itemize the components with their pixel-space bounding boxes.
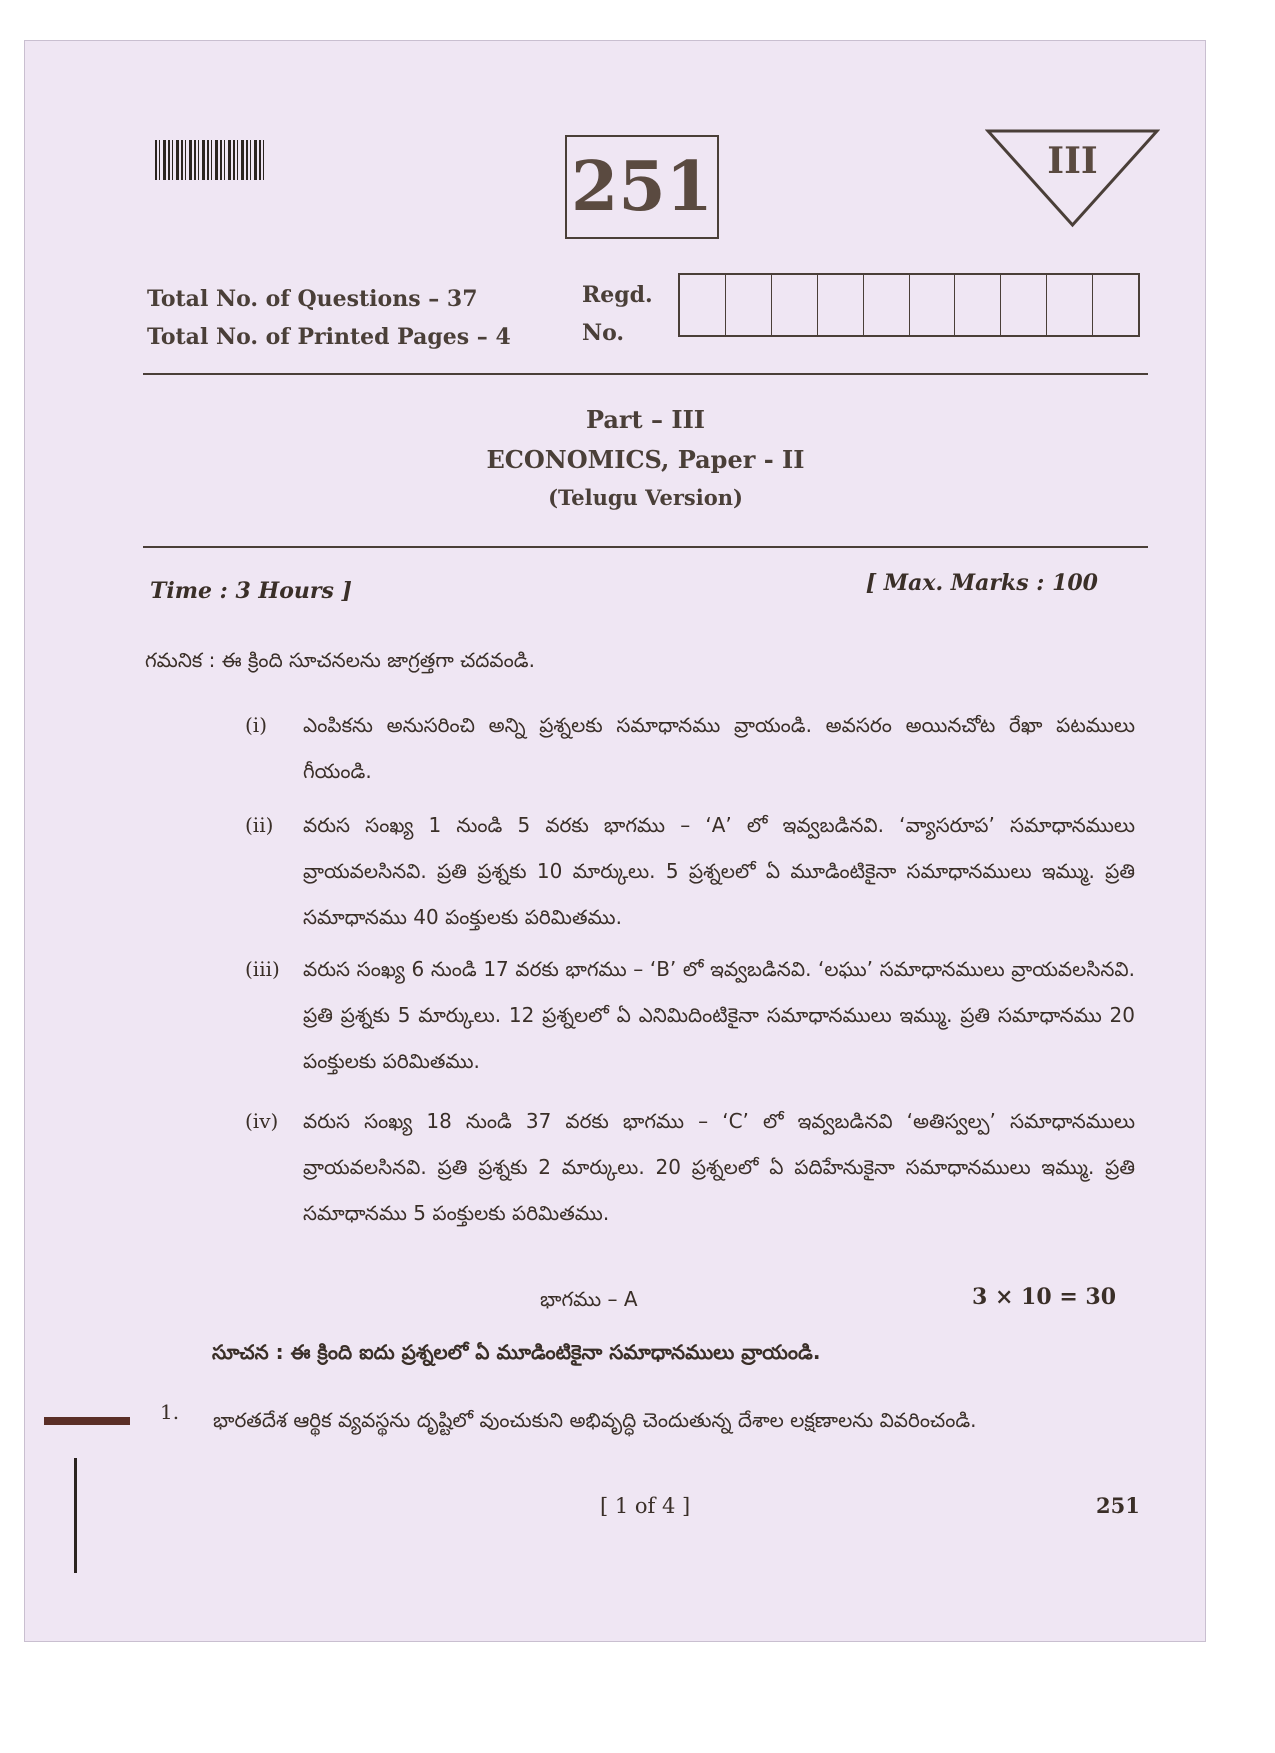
registration-number-boxes bbox=[678, 273, 1140, 337]
page-number: [ 1 of 4 ] bbox=[600, 1494, 691, 1518]
total-pages: Total No. of Printed Pages – 4 bbox=[147, 324, 511, 350]
divider-bottom bbox=[143, 546, 1148, 548]
question-number: 1. bbox=[160, 1400, 180, 1424]
title-block bbox=[143, 400, 1148, 516]
part-title: Part – III bbox=[585, 405, 706, 434]
instruction-text: వరుస సంఖ్య 1 నుండి 5 వరకు భాగము – ‘A’ లో ఇవ్వబడినవి. ‘వ్యాసరూప’ సమాధానములు వ్రాయవలసినవి. ప్రతి ప్రశ్నకు 10 మార్కులు. 5 ప్రశ్నలలో ఏ మూడింటికైనా సమాధానములు ఇమ్ము. ప్రతి సమాధానము 40 పంక్తులకు పరిమితము. bbox=[303, 813, 1135, 929]
instruction-text: వరుస సంఖ్య 18 నుండి 37 వరకు భాగము – ‘C’ లో ఇవ్వబడినవి ‘అతిస్వల్ప’ సమాధానములు వ్రాయవలసినవి. ప్రతి ప్రశ్నకు 2 మార్కులు. 20 ప్రశ్నలలో ఏ పదిహేనుకైనా సమాధానములు ఇమ్ము. ప్రతి సమాధానము 5 పంక్తులకు పరిమితము. bbox=[303, 1109, 1135, 1225]
instruction-item bbox=[245, 1098, 1135, 1236]
instruction-item bbox=[245, 946, 1135, 1084]
instruction-number: (iii) bbox=[245, 957, 280, 981]
regd-label-block bbox=[582, 276, 653, 352]
section-a-title: భాగము – A bbox=[540, 1287, 638, 1311]
version-label: (Telugu Version) bbox=[548, 485, 743, 510]
subject-title: ECONOMICS, Paper - II bbox=[486, 445, 805, 474]
reg-digit-box bbox=[680, 275, 726, 335]
max-marks-label: [ Max. Marks : 100 bbox=[865, 570, 1098, 596]
barcode bbox=[155, 140, 265, 180]
time-label: Time : 3 Hours ] bbox=[150, 578, 352, 604]
divider-top bbox=[143, 373, 1148, 375]
reg-digit-box bbox=[818, 275, 864, 335]
instruction-item bbox=[245, 802, 1135, 940]
instruction-text: వరుస సంఖ్య 6 నుండి 17 వరకు భాగము – ‘B’ లో ఇవ్వబడినవి. ‘లఘు’ సమాధానములు వ్రాయవలసినవి. ప్రతి ప్రశ్నకు 5 మార్కులు. 12 ప్రశ్నలలో ఏ ఎనిమిదింటికైనా సమాధానములు ఇమ్ము. ప్రతి సమాధానము 20 పంక్తులకు పరిమితము. bbox=[303, 957, 1135, 1073]
instruction-number: (i) bbox=[245, 713, 268, 737]
reg-digit-box bbox=[955, 275, 1001, 335]
reg-digit-box bbox=[1047, 275, 1093, 335]
section-a-marks: 3 × 10 = 30 bbox=[972, 1284, 1117, 1310]
no-label: No. bbox=[582, 320, 625, 346]
set-label: III bbox=[1047, 140, 1098, 182]
footer-paper-code: 251 bbox=[1096, 1493, 1140, 1518]
reg-digit-box bbox=[1001, 275, 1047, 335]
reg-digit-box bbox=[772, 275, 818, 335]
reg-digit-box bbox=[864, 275, 910, 335]
reg-digit-box bbox=[1093, 275, 1138, 335]
margin-line bbox=[74, 1458, 77, 1573]
regd-label: Regd. bbox=[582, 282, 653, 308]
instruction-number: (ii) bbox=[245, 813, 274, 837]
paper-meta bbox=[147, 280, 511, 356]
note-heading: గమనిక : ఈ క్రింది సూచనలను జాగ్రత్తగా చదవండి. bbox=[145, 648, 535, 672]
instruction-number: (iv) bbox=[245, 1109, 279, 1133]
margin-mark bbox=[44, 1417, 130, 1425]
section-a-instruction: సూచన : ఈ క్రింది ఐదు ప్రశ్నలలో ఏ మూడింటికైనా సమాధానములు వ్రాయండి. bbox=[212, 1340, 821, 1364]
question-text: భారతదేశ ఆర్థిక వ్యవస్థను దృష్టిలో వుంచుకుని అభివృద్ధి చెందుతున్న దేశాల లక్షణాలను వివరించండి. bbox=[213, 1408, 977, 1432]
total-questions: Total No. of Questions – 37 bbox=[147, 286, 478, 312]
instruction-item bbox=[245, 702, 1135, 794]
reg-digit-box bbox=[726, 275, 772, 335]
instruction-text: ఎంపికను అనుసరించి అన్ని ప్రశ్నలకు సమాధానము వ్రాయండి. అవసరం అయినచోట రేఖా పటములు గీయండి. bbox=[303, 713, 1135, 783]
reg-digit-box bbox=[910, 275, 956, 335]
paper-code: 251 bbox=[565, 135, 719, 239]
